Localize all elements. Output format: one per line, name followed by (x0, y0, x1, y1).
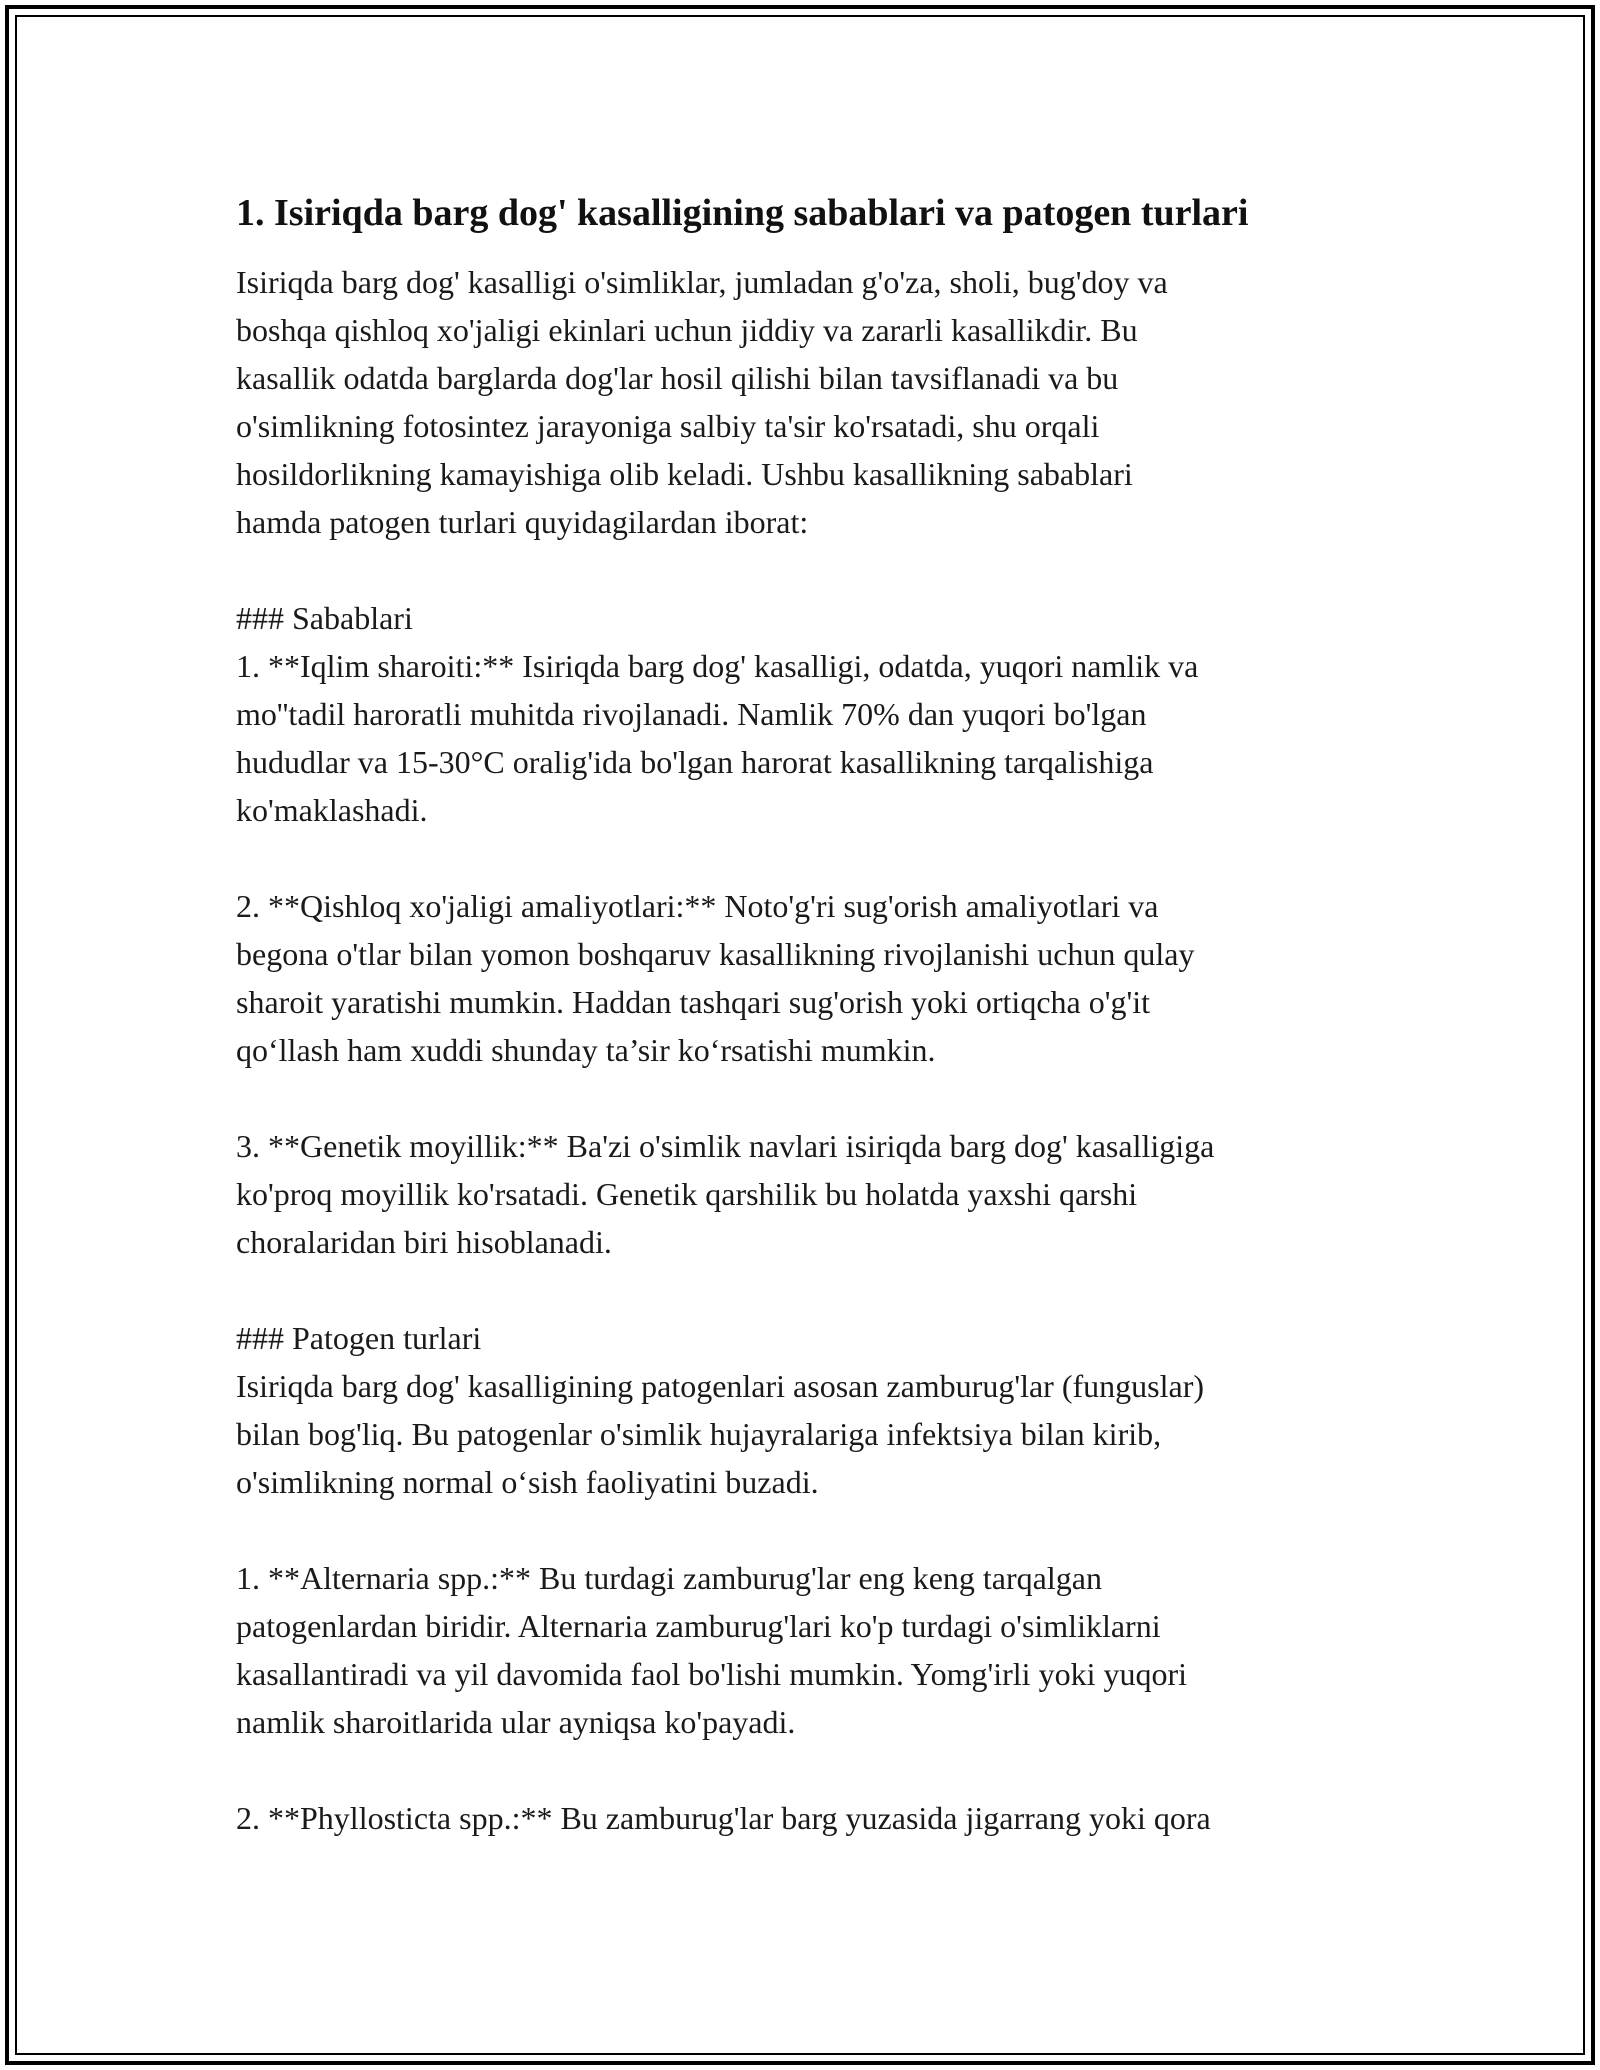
pathogens-intro: Isiriqda barg dog' kasalligining patogenlari asosan zamburug'lar (funguslar) bilan bog'liq. Bu patogenlar o'simlik hujayralariga infektsiya bilan kirib, o'simlikning normal o‘sish faoliyatini buzadi. (236, 1368, 1204, 1500)
paragraph-gap (236, 834, 1366, 882)
paragraph-gap (236, 1746, 1366, 1794)
cause-item-2: 2. **Qishloq xo'jaligi amaliyotlari:** Noto'g'ri sug'orish amaliyotlari va begona o'tlar bilan yomon boshqaruv kasallikning rivojlanishi uchun qulay sharoit yaratishi mumkin. Haddan tashqari sug'orish yoki ortiqcha o'g'it qo‘llash ham xuddi shunday ta’sir ko‘rsatishi mumkin. (236, 888, 1195, 1068)
causes-heading: ### Sabablari (236, 600, 413, 636)
cause-item-3: 3. **Genetik moyillik:** Ba'zi o'simlik navlari isiriqda barg dog' kasalligiga ko'proq moyillik ko'rsatadi. Genetik qarshilik bu holatda yaxshi qarshi choralaridan biri hisoblanadi. (236, 1128, 1215, 1260)
paragraph-gap (236, 1506, 1366, 1554)
paragraph-gap (236, 1266, 1366, 1314)
pathogen-item-1: 1. **Alternaria spp.:** Bu turdagi zamburug'lar eng keng tarqalgan patogenlardan biridir. Alternaria zamburug'lari ko'p turdagi o'simliklarni kasallantiradi va yil davomida faol bo'lishi mumkin. Yomg'irli yoki yuqori namlik sharoitlarida ular ayniqsa ko'payadi. (236, 1560, 1187, 1740)
pathogen-item-2: 2. **Phyllosticta spp.:** Bu zamburug'lar barg yuzasida jigarrang yoki qora (236, 1800, 1211, 1836)
pathogens-heading: ### Patogen turlari (236, 1320, 482, 1356)
cause-item-1: 1. **Iqlim sharoiti:** Isiriqda barg dog' kasalligi, odatda, yuqori namlik va mo''tadil haroratli muhitda rivojlanadi. Namlik 70% dan yuqori bo'lgan hududlar va 15-30°C oralig'ida bo'lgan harorat kasallikning tarqalishiga ko'maklashadi. (236, 648, 1199, 828)
intro-paragraph: Isiriqda barg dog' kasalligi o'simliklar, jumladan g'o'za, sholi, bug'doy va boshqa qishloq xo'jaligi ekinlari uchun jiddiy va zararli kasallikdir. Bu kasallik odatda barglarda dog'lar hosil qilishi bilan tavsiflanadi va bu o'simlikning fotosintez jarayoniga salbiy ta'sir ko'rsatadi, shu orqali hosildorlikning kamayishiga olib keladi. Ushbu kasallikning sabablari hamda patogen turlari quyidagilardan iborat: (236, 264, 1168, 540)
paragraph-gap (236, 1074, 1366, 1122)
document-body (236, 186, 1366, 1842)
paragraph-gap (236, 546, 1366, 594)
document-title: 1. Isiriqda barg dog' kasalligining sabablari va patogen turlari (236, 192, 1249, 234)
